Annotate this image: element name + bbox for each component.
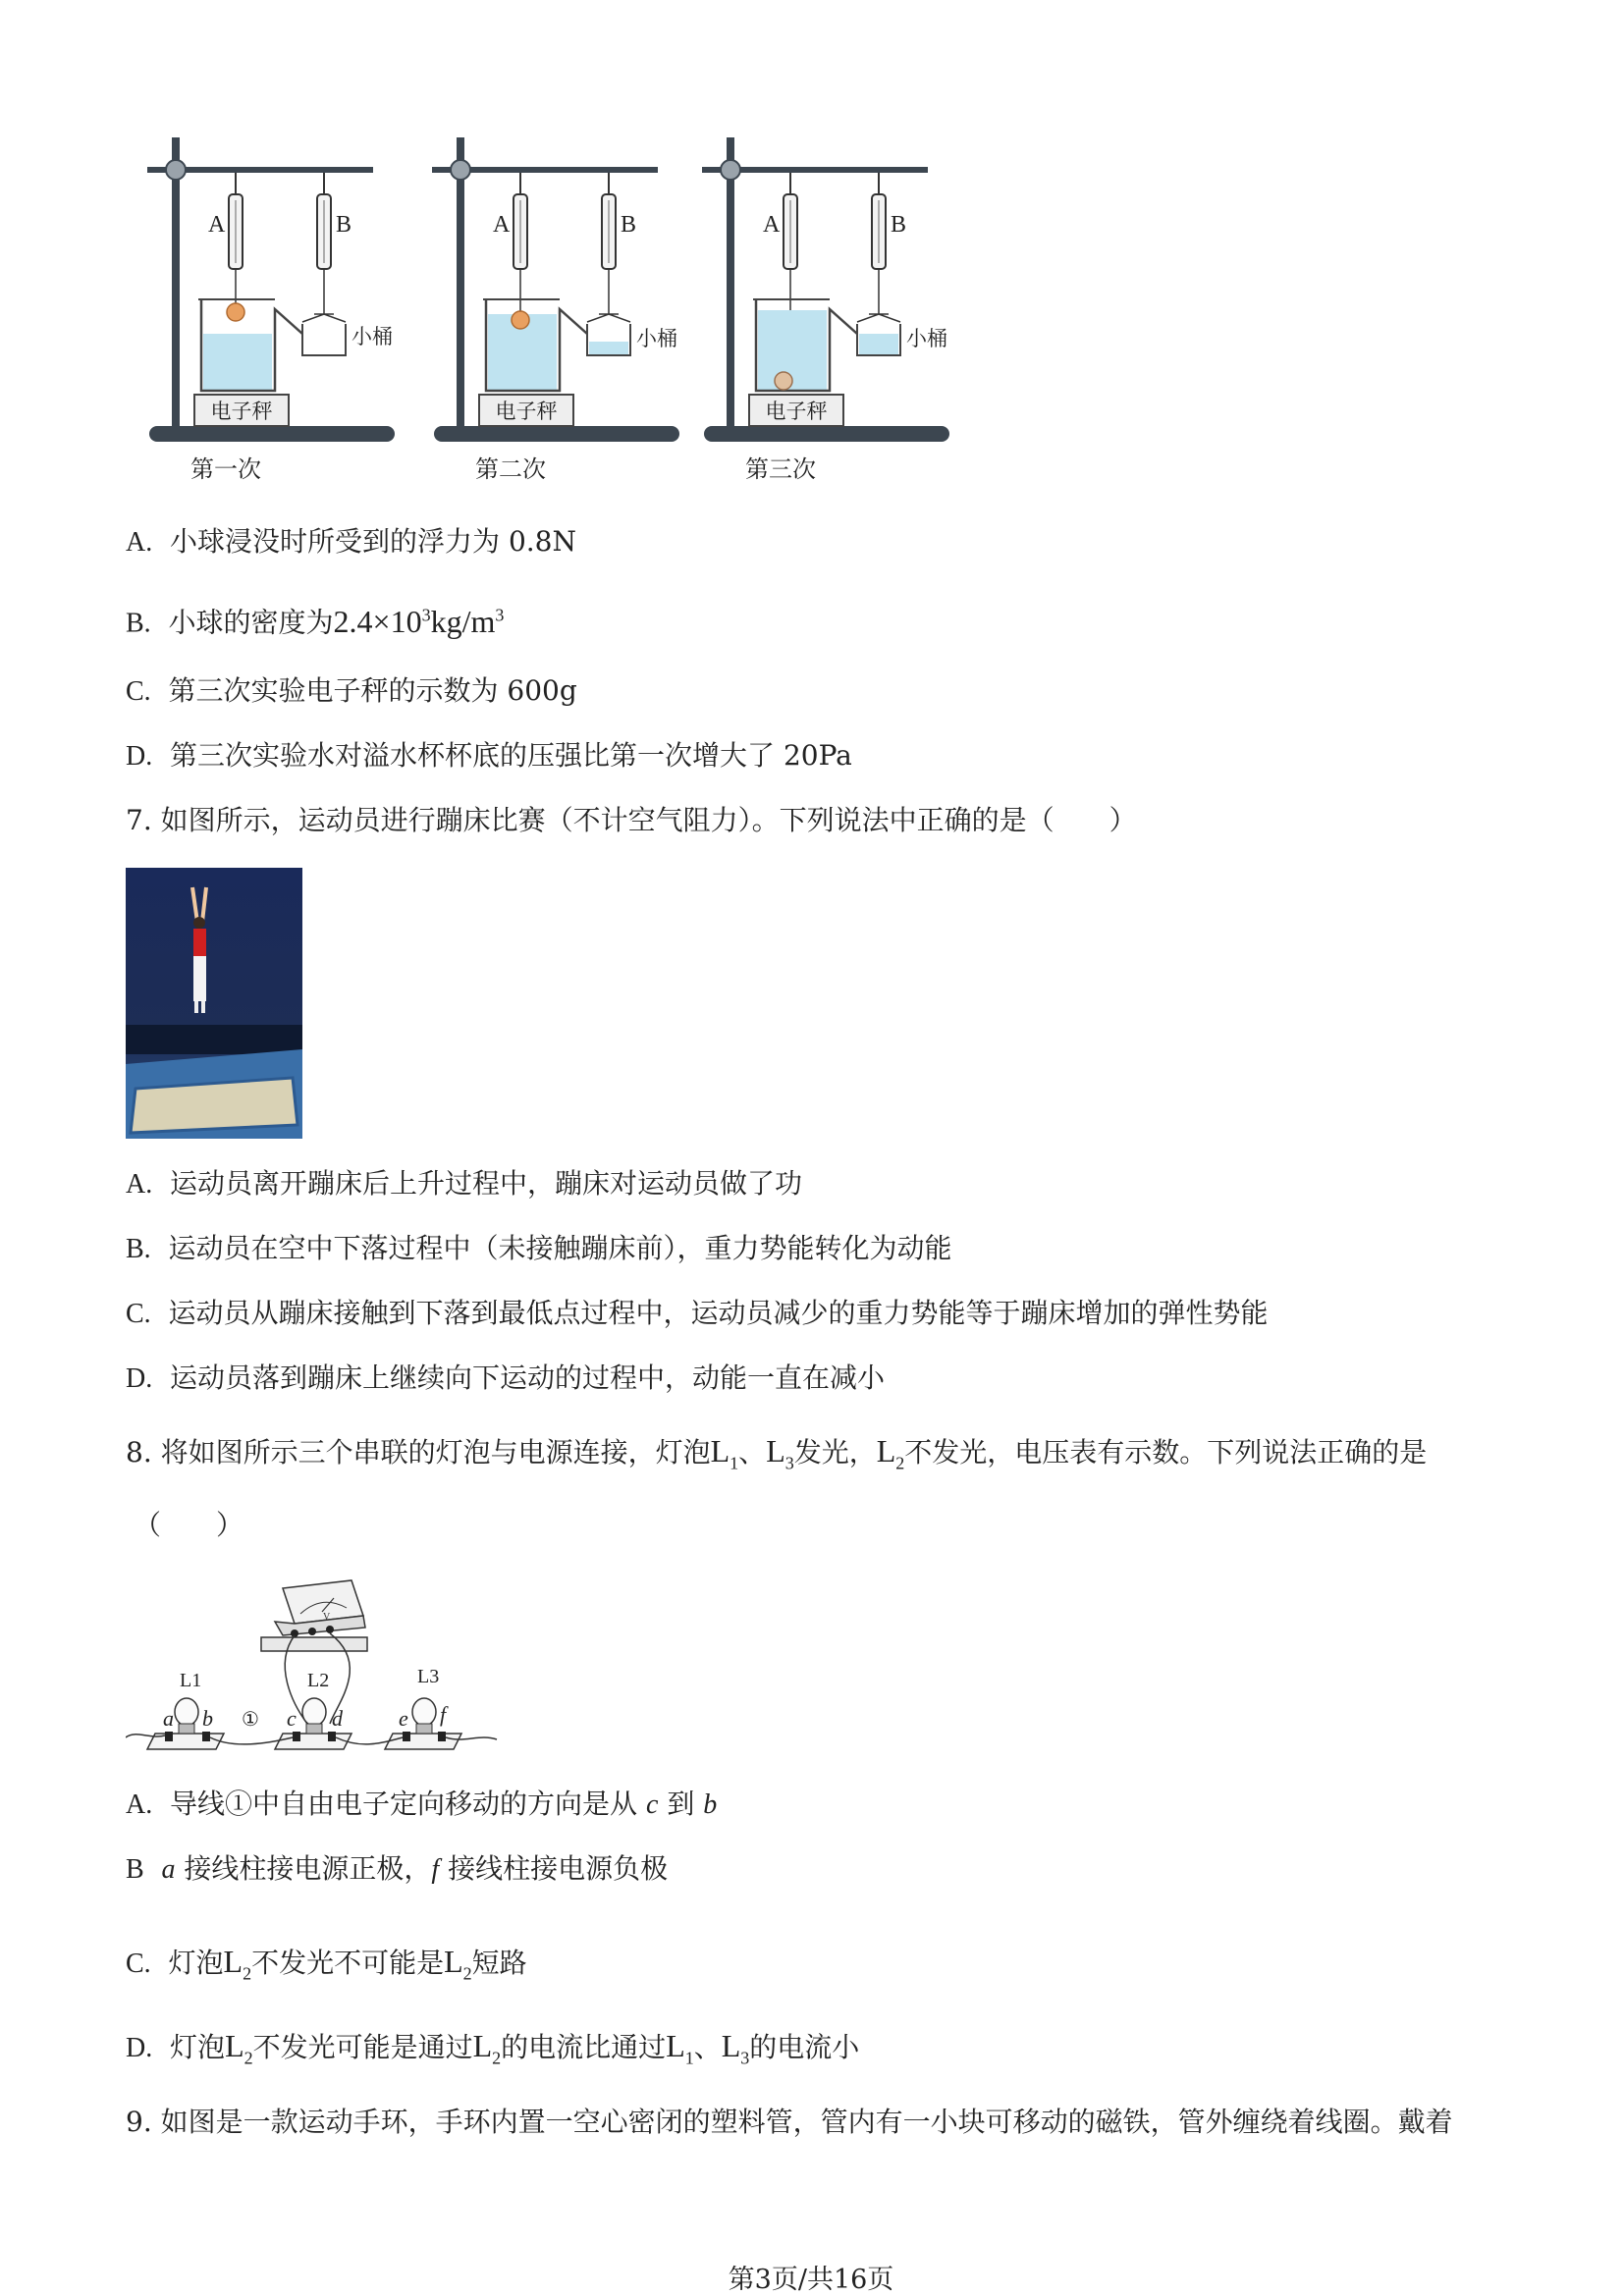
caption-second: 第二次 (475, 455, 546, 483)
overflow-cup-experiment-figure (137, 137, 972, 491)
option-text: 小球的密度为 (168, 606, 334, 639)
bulb-l1 (175, 1698, 198, 1734)
label-l3: L3 (417, 1666, 440, 1687)
option-letter: D. (126, 741, 153, 772)
q8-stem: 8. 将如图所示三个串联的灯泡与电源连接，灯泡$L_1$、$L_3$发光，$L_2$不发光，电压表有示数。下列说法正确的是 (126, 1433, 1428, 1473)
q7-option-a (126, 1164, 802, 1204)
option-text: 运动员从蹦床接触到下落到最低点过程中，运动员减少的重力势能等于蹦床增加的弹性势能 (168, 1297, 1269, 1329)
option-letter: A. (126, 1169, 153, 1200)
option-letter: B. (126, 1234, 151, 1264)
label-l2: L2 (307, 1670, 330, 1691)
terminal-e: e (399, 1706, 408, 1731)
q7-option-d (126, 1359, 885, 1399)
series-bulbs-circuit-figure (126, 1576, 509, 1759)
q6-option-a (126, 522, 576, 562)
caption-first: 第一次 (190, 455, 261, 483)
q6-option-c (126, 671, 577, 712)
q8-answer-paren: （ ） (134, 1509, 244, 1541)
option-text: 小球浸没时所受到的浮力为 0.8N (170, 525, 576, 558)
option-text: 运动员落到蹦床上继续向下运动的过程中，动能一直在减小 (170, 1362, 886, 1394)
q7-option-c (126, 1294, 1269, 1334)
option-text: 运动员离开蹦床后上升过程中，蹦床对运动员做了功 (170, 1167, 803, 1200)
option-letter: C. (126, 676, 151, 707)
caption-third: 第三次 (745, 455, 816, 483)
option-letter: D. (126, 1363, 153, 1394)
meter-b-label: B (621, 212, 637, 238)
trampoline-photo (126, 868, 302, 1139)
voltmeter (261, 1580, 367, 1651)
option-letter: B. (126, 608, 151, 639)
apparatus-3 (702, 137, 949, 483)
option-letter: C. (126, 1299, 151, 1329)
q8-option-b: B a 接线柱接电源正极，f 接线柱接电源负极 (126, 1852, 669, 1885)
meter-b-label: B (891, 212, 907, 238)
meter-a-label: A (208, 212, 226, 238)
scale-label: 电子秤 (210, 400, 273, 423)
page-footer: 第3页/共16页 (728, 2265, 894, 2295)
bucket-label: 小桶 (636, 327, 677, 350)
terminal-b: b (202, 1706, 213, 1731)
bucket-label: 小桶 (906, 327, 947, 350)
label-l1: L1 (180, 1670, 202, 1691)
option-text: 第三次实验水对溢水杯杯底的压强比第一次增大了 20Pa (170, 739, 852, 772)
option-letter: A. (126, 527, 153, 558)
scale-label: 电子秤 (765, 400, 828, 423)
density-value: $2.4\times 10^3kg/m^3$ (333, 603, 505, 639)
q7-option-b (126, 1229, 952, 1269)
bucket-label: 小桶 (351, 325, 393, 348)
voltmeter-symbol: V (323, 1612, 331, 1623)
meter-a-label: A (763, 212, 781, 238)
bulb-l3 (412, 1698, 436, 1734)
apparatus-1 (147, 137, 395, 483)
terminal-a: a (163, 1706, 174, 1731)
terminal-c: c (287, 1706, 297, 1731)
q8-option-c: C. 灯泡$L_2$不发光不可能是$L_2$短路 (126, 1944, 527, 1984)
apparatus-2 (432, 137, 679, 483)
q9-stem: 9. 如图是一款运动手环，手环内置一空心密闭的塑料管，管内有一小块可移动的磁铁，管外缠绕着线圈。戴着 (126, 2106, 1453, 2138)
q6-option-d (126, 736, 852, 776)
scale-label: 电子秤 (495, 400, 558, 423)
terminal-f: f (440, 1702, 447, 1727)
q8-option-d: D. 灯泡$L_2$不发光可能是通过$L_2$的电流比通过$L_1$、$L_3$的电流小 (126, 2028, 860, 2068)
q7-stem: 7. 如图所示，运动员进行蹦床比赛（不计空气阻力）。下列说法中正确的是（ ） (126, 804, 1137, 836)
bulb-l2 (302, 1698, 326, 1734)
q8-option-a: A. 导线①中自由电子定向移动的方向是从 c 到 b (126, 1788, 718, 1820)
terminal-d: d (332, 1706, 343, 1731)
meter-b-label: B (336, 212, 352, 238)
option-text: 运动员在空中下落过程中（未接触蹦床前），重力势能转化为动能 (168, 1232, 952, 1264)
q6-option-b (126, 595, 504, 644)
wire-mark-1: ① (242, 1707, 259, 1731)
option-text: 第三次实验电子秤的示数为 600g (168, 674, 577, 707)
meter-a-label: A (493, 212, 511, 238)
